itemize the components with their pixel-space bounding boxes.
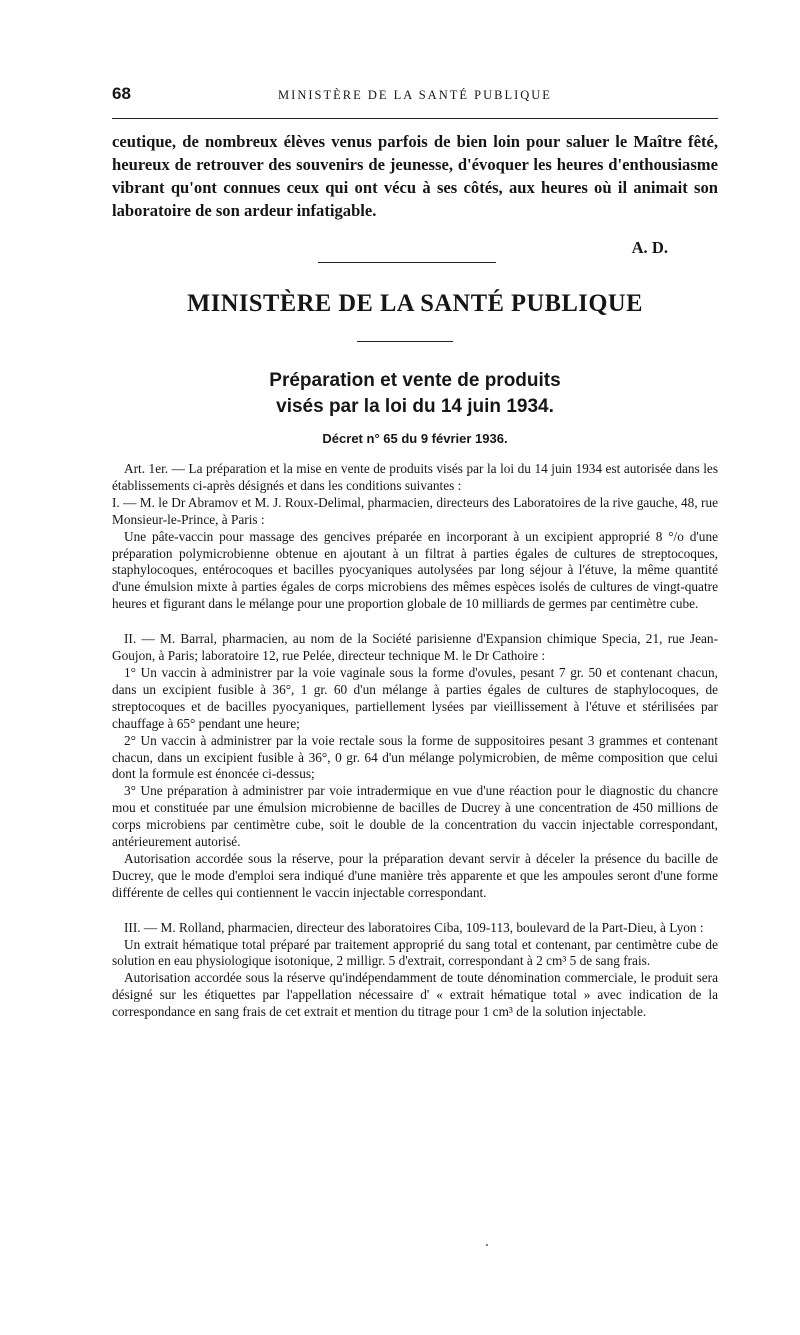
title-rule xyxy=(357,341,453,342)
section-subtitle xyxy=(112,368,718,420)
end-rule xyxy=(318,262,496,263)
page-number: 68 xyxy=(112,84,131,103)
section-title: MINISTÈRE DE LA SANTÉ PUBLIQUE xyxy=(187,290,643,317)
spacer xyxy=(112,613,718,631)
section-iii-authorisation: Autorisation accordée sous la réserve qu'indépendamment de toute dénomination commerciale, le produit sera désigné sur les étiquettes par l'appellation nécessaire d' « extrait hématique total » avec indication de la correspondance en sang frais de cet extrait et mention du titrage pour 1 cm³ de la solution injectable. xyxy=(112,970,718,1020)
running-header xyxy=(112,84,718,119)
intro-paragraph xyxy=(112,130,718,257)
section-i-heading: I. — M. le Dr Abramov et M. J. Roux-Delimal, pharmacien, directeurs des Laboratoires de la rive gauche, 48, rue Monsieur-le-Prince, à Paris : xyxy=(112,494,718,527)
subtitle-line-1: Préparation et vente de produits xyxy=(269,370,561,391)
section-ii-item-1: 1° Un vaccin à administrer par la voie vaginale sous la forme d'ovules, pesant 7 gr. 50 et contenant chacun, dans un excipient fusible à 36°, 1 gr. 60 d'un mélange à parties égales de cultures de staphylocoques, de streptocoques et de bacilles pyocyaniques, partiellement lysées par vieillissement à l'étuve et stérilisées par chauffage à 65° pendant une heure; xyxy=(112,664,718,731)
article-body xyxy=(112,461,718,1021)
section-ii-authorisation: Autorisation accordée sous la réserve, pour la préparation devant servir à déceler la présence du bacille de Ducrey, que le mode d'emploi sera indiqué d'une manière très apparente et que les ampoules seront d'une forme différente de celles qui contiennent le vaccin injectable correspondant. xyxy=(112,850,718,900)
section-ii-heading: II. — M. Barral, pharmacien, au nom de la Société parisienne d'Expansion chimique Specia, 21, rue Jean-Goujon, à Paris; laboratoire 12, rue Pelée, directeur technique M. le Dr Cathoire : xyxy=(112,631,718,664)
section-i-body: Une pâte-vaccin pour massage des gencives préparée en incorporant à un excipient approprié 8 °/o d'une préparation polymicrobienne obtenue en ajoutant à un filtrat à parties égales de cultures de streptocoques, staphylocoques, entérocoques et bacilles pyocyaniques autolysées par long séjour à l'étuve, la même quantité d'une émulsion mixte à parties égales de corps microbiens des mêmes espèces isolés de cultures de vingt-quatre heures et figurant dans le mélange pour une proportion globale de 10 milliards de germes par centimètre cube. xyxy=(112,528,718,612)
article-intro: Art. 1er. — La préparation et la mise en vente de produits visés par la loi du 14 juin 1934 est autorisée dans les établissements ci-après désignés et dans les conditions suivantes : xyxy=(112,461,718,493)
section-iii-heading: III. — M. Rolland, pharmacien, directeur des laboratoires Ciba, 109-113, boulevard de la Part-Dieu, à Lyon : xyxy=(124,919,704,935)
section-ii-item-2: 2° Un vaccin à administrer par la voie rectale sous la forme de suppositoires pesant 3 grammes et contenant chacun, dans un excipient fusible à 36°, 0 gr. 64 d'un mélange polymicrobien, de même composition que celui dont la formule est énoncée ci-dessus; xyxy=(112,732,718,782)
section-iii-body: Un extrait hématique total préparé par traitement approprié du sang total et contenant, par centimètre cube de solution en eau physiologique isotonique, 2 milligr. 5 d'extrait, correspondant à 2 cm³ 5 de sang frais. xyxy=(112,936,718,969)
section-ii-item-3: 3° Une préparation à administrer par voie intradermique en vue d'une réaction pour le diagnostic du chancre mou et constituée par une émulsion microbienne de bacilles de Ducrey à une concentration de 450 millions de corps microbiens par centimètre cube, soit le double de la concentration du vaccin injectable correspondant, antérieurement autorisé. xyxy=(112,783,718,850)
author-signature: A. D. xyxy=(631,238,668,257)
spacer xyxy=(112,902,718,920)
intro-text: ceutique, de nombreux élèves venus parfois de bien loin pour saluer le Maître fêté, heureux de retrouver des souvenirs de jeunesse, d'évoquer les heures d'enthousiasme vibrant qu'ont connues ceux qui ont vécu à ses côtés, aux heures où il animait son laboratoire de son ardeur infatigable. xyxy=(112,132,718,220)
decree-reference: Décret n° 65 du 9 février 1936. xyxy=(322,431,508,446)
running-title: MINISTÈRE DE LA SANTÉ PUBLIQUE xyxy=(278,88,552,102)
subtitle-line-2: visés par la loi du 14 juin 1934. xyxy=(276,396,554,417)
scan-speck xyxy=(486,1244,488,1246)
